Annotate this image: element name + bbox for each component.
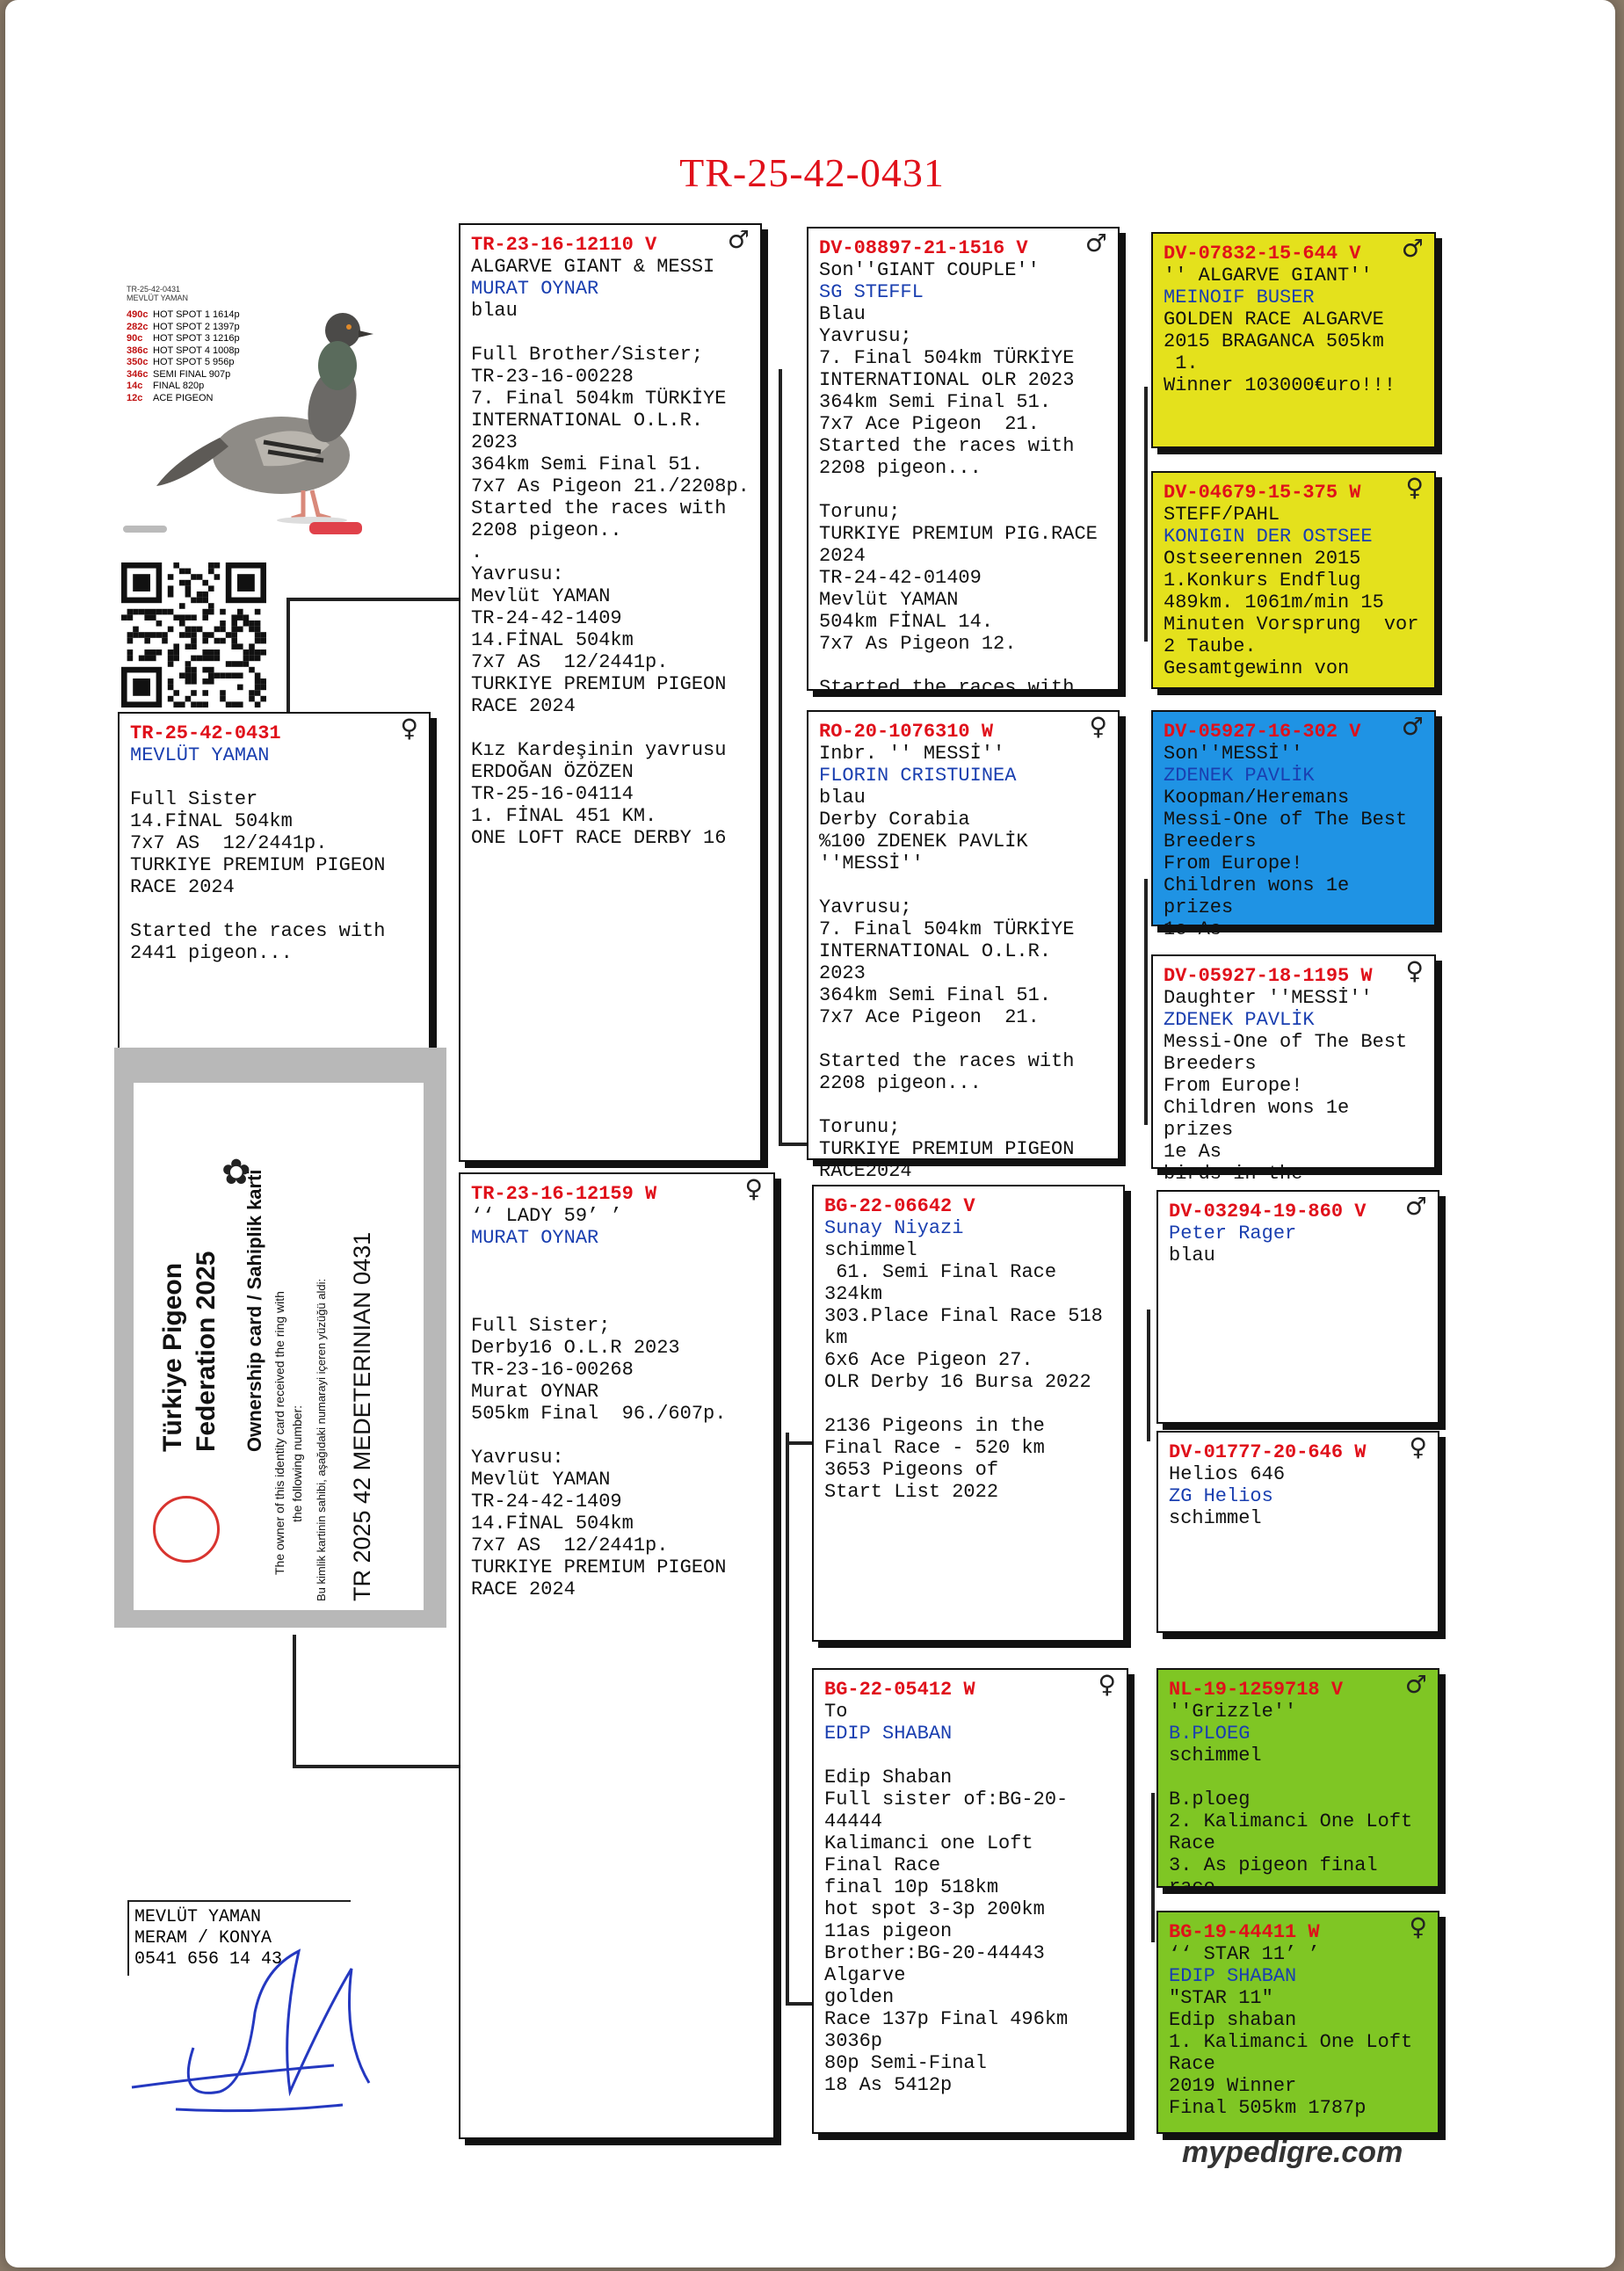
pedigree-text: ''MESSİ'' <box>819 853 924 874</box>
pedigree-text: 2208 pigeon... <box>819 1072 982 1094</box>
breeder-name: EDIP SHABAN <box>1169 1965 1297 1987</box>
connector <box>293 1765 464 1768</box>
ring-number: DV-03294-19-860 V <box>1169 1201 1367 1223</box>
connector <box>1147 1310 1150 1441</box>
breeder-name: ZDENEK PAVLİK <box>1164 1009 1315 1031</box>
breeder-name: FLORIN CRISTUINEA <box>819 765 1017 787</box>
pedigree-text: Mevlüt YAMAN <box>819 589 959 611</box>
ring-number: RO-20-1076310 W <box>819 721 994 743</box>
pedigree-text: Messi-One of The Best <box>1164 809 1408 831</box>
connector <box>779 369 782 1143</box>
pedigree-text: 2 Taube. <box>1164 635 1257 657</box>
pedigree-text: 1. FİNAL 451 KM. <box>471 805 657 827</box>
pedigree-box-ddd <box>1156 1911 1439 2134</box>
pedigree-text: 489km. 1061m/min 15 <box>1164 591 1384 613</box>
pedigree-text: 1e As <box>1164 918 1222 940</box>
pigeon-name: To <box>824 1701 848 1723</box>
photo-header-ring: TR-25-42-0431 <box>127 285 181 294</box>
connector <box>1151 1793 1155 1942</box>
pedigree-box-dds <box>1156 1668 1439 1898</box>
race-stat-place: 14c <box>127 381 143 391</box>
pedigree-text: Started the races with <box>819 435 1075 457</box>
pedigree-text: 11as pigeon <box>824 1920 953 1942</box>
pigeon-emblem-icon: ✿ <box>221 1152 251 1193</box>
pedigree-text: 2208 pigeon... <box>819 457 982 479</box>
pedigree-text: RACE 2024 <box>471 1578 576 1600</box>
pedigree-text: Derby16 O.L.R 2023 <box>471 1337 680 1359</box>
female-icon: ♀ <box>1405 956 1424 985</box>
pedigree-text: 7x7 As Pigeon 12. <box>819 633 1017 655</box>
pigeon-name: Inbr. '' MESSİ'' <box>819 743 1005 765</box>
pedigree-text: INTERNATIONAL O.L.R. 2023 <box>819 940 1063 984</box>
female-icon: ♀ <box>1409 1912 1427 1941</box>
pedigree-text: TURKIYE PREMIUM PIGEON <box>471 673 727 695</box>
pedigree-text: TURKIYE PREMIUM PIGEON <box>130 854 386 876</box>
pedigree-text: %100 ZDENEK PAVLİK <box>819 831 1028 853</box>
spacer <box>1169 1767 1427 1789</box>
pedigree-text: OLR Derby 16 Bursa 2022 <box>824 1371 1091 1393</box>
race-stat-label: HOT SPOT 3 1216p <box>153 333 240 344</box>
connector <box>1144 879 1148 1125</box>
pedigree-text: Edip Shaban <box>824 1767 953 1789</box>
ring-number: BG-19-44411 W <box>1169 1921 1320 1943</box>
pigeon-name: Helios 646 <box>1169 1463 1286 1485</box>
pedigree-text: TR-25-16-04114 <box>471 783 634 805</box>
pedigree-text: Ostseerennen 2015 <box>1164 548 1361 570</box>
breeder-name: ZG Helios <box>1169 1485 1273 1507</box>
spacer <box>130 766 418 788</box>
pedigree-text: Kalimanci one Loft <box>824 1832 1033 1854</box>
race-stat-label: ACE PIGEON <box>153 392 214 403</box>
pedigree-text: Edip shaban <box>1169 2009 1297 2031</box>
pedigree-text: ONE LOFT RACE DERBY 16 <box>471 827 727 849</box>
ownership-card-text-en-2: the following number: <box>290 1404 304 1522</box>
race-stat-place: 12c <box>127 392 143 403</box>
ring-number: DV-05927-16-302 V <box>1164 721 1361 743</box>
pedigree-box-sss <box>1151 232 1436 448</box>
pedigree-text: 7. Final 504km TÜRKİYE <box>471 388 727 410</box>
connector <box>786 2002 814 2006</box>
pigeon-name: STEFF/PAHL <box>1164 504 1280 526</box>
pedigree-box-sdd <box>1151 954 1436 1185</box>
pigeon-name: ‘‘ LADY 59’ ’ <box>471 1205 622 1227</box>
ring-number: BG-22-06642 V <box>824 1195 975 1217</box>
ring-number: DV-08897-21-1516 V <box>819 237 1028 259</box>
pedigree-text: Yavrusu; <box>819 325 912 347</box>
pedigree-text: 2019 Winner <box>1169 2075 1297 2097</box>
pedigree-text: 14.FİNAL 504km <box>471 1513 634 1535</box>
pedigree-text: TR-23-16-00268 <box>471 1359 634 1381</box>
race-stat-place: 282c <box>127 321 149 332</box>
pedigree-text: 1e As <box>1164 1141 1222 1163</box>
pedigree-box-dss <box>1156 1190 1439 1424</box>
pigeon-photo <box>123 279 387 543</box>
pedigree-text: Derby Corabia <box>819 809 970 831</box>
breeder-name: Sunay Niyazi <box>824 1217 964 1239</box>
race-stat-label: FINAL 820p <box>153 381 205 391</box>
pedigree-text: Full sister of:BG-20-44444 <box>824 1789 1069 1832</box>
breeder-name: B.PLOEG <box>1169 1723 1251 1745</box>
pedigree-box-ds <box>812 1185 1125 1642</box>
pedigree-text: final 10p 518km <box>824 1876 999 1898</box>
pedigree-text: TURKIYE PREMIUM PIGEON <box>471 1556 727 1578</box>
page-title: TR-25-42-0431 <box>679 150 945 195</box>
pedigree-text: "STAR 11" <box>1169 1987 1273 2009</box>
pedigree-text: ERDOĞAN ÖZÖZEN <box>471 761 634 783</box>
female-icon: ♀ <box>1405 473 1424 502</box>
ring-number: DV-07832-15-644 V <box>1164 243 1361 265</box>
pedigree-text: . <box>471 541 483 563</box>
pedigree-text: Koopman/Heremans <box>1164 787 1350 809</box>
pedigree-text: Race 137p Final 496km <box>824 2008 1069 2030</box>
pedigree-box-ssd <box>1151 471 1436 689</box>
spacer <box>471 1425 763 1447</box>
pedigree-text: Children wons 1e prizes <box>1164 874 1361 918</box>
qr-code <box>121 562 266 707</box>
connector <box>1144 387 1148 642</box>
pedigree-text: Full Brother/Sister; <box>471 344 704 366</box>
pedigree-text: Started the races with <box>471 497 727 519</box>
ownership-card-text-tr: Bu kimlik kartinin sahibi, aşağıdaki numarayi içeren yüzüğü aldi: <box>315 1278 328 1601</box>
pedigree-text: schimmel <box>824 1239 917 1261</box>
spacer <box>471 1249 763 1271</box>
breeder-phone: 0541 656 14 43 <box>134 1949 283 1970</box>
pedigree-text: Kız Kardeşinin yavrusu <box>471 739 727 761</box>
pedigree-text: 7x7 Ace Pigeon 21. <box>819 413 1040 435</box>
pedigree-text: 505km Final 96./607p. <box>471 1403 727 1425</box>
pedigree-text: TR-24-42-1409 <box>471 607 622 629</box>
male-icon: ♂ <box>1401 712 1424 741</box>
pedigree-text: blau <box>819 787 866 809</box>
pigeon-name: ''Grizzle'' <box>1169 1701 1297 1723</box>
pedigree-text: 3. As pigeon final race <box>1169 1854 1389 1898</box>
pedigree-text: Mevlüt YAMAN <box>471 585 611 607</box>
ownership-card-text-en-1: The owner of this identity card received the ring with <box>272 1291 286 1575</box>
female-icon: ♀ <box>744 1174 763 1203</box>
connector <box>786 1433 789 2004</box>
pedigree-text: Blau <box>819 303 866 325</box>
pigeon-photo-card <box>123 279 387 543</box>
connector <box>286 598 462 601</box>
pedigree-text: 61. Semi Final Race 324km <box>824 1261 1069 1305</box>
pedigree-text: 7x7 AS 12/2441p. <box>471 651 669 673</box>
ownership-card-heading: Ownership card / Sahiplik karti <box>243 1169 265 1452</box>
pedigree-text: TR-24-42-01409 <box>819 567 982 589</box>
ring-number: DV-01777-20-646 W <box>1169 1441 1367 1463</box>
pedigree-text: Breeders <box>1164 831 1257 853</box>
pedigree-text: Brother:BG-20-44443 <box>824 1942 1045 1964</box>
pedigree-text: TR-24-42-1409 <box>471 1491 622 1513</box>
pigeon-name: '' ALGARVE GIANT'' <box>1164 265 1373 287</box>
breeder-name: MEVLÜT YAMAN <box>134 1907 262 1927</box>
male-icon: ♂ <box>1404 1670 1427 1699</box>
female-icon: ♀ <box>400 714 418 743</box>
pedigree-text: Yavrusu: <box>471 563 564 585</box>
pedigree-text: Final 505km 1787p <box>1169 2097 1367 2119</box>
pedigree-text: 303.Place Final Race 518 <box>824 1305 1103 1327</box>
pedigree-text: RACE 2024 <box>130 876 235 898</box>
pedigree-text: golden <box>824 1986 895 2008</box>
pedigree-text: 18 As 5412p <box>824 2074 953 2096</box>
pedigree-text: Final Race <box>824 1854 941 1876</box>
spacer <box>819 874 1107 896</box>
pedigree-text: 504km FİNAL 14. <box>819 611 994 633</box>
spacer <box>824 1745 1116 1767</box>
federation-title-2: Federation 2025 <box>192 1251 221 1452</box>
pedigree-box-sd <box>807 710 1120 1182</box>
pedigree-text: Gesamtgewinn von <box>1164 657 1350 679</box>
breeder-name: MEINOIF BUSER <box>1164 287 1315 308</box>
pedigree-text: 7. Final 504km TÜRKİYE <box>819 918 1075 940</box>
pedigree-text: Winner 103000€uro!!! <box>1164 374 1396 396</box>
pedigree-text: 14.FİNAL 504km <box>471 629 634 651</box>
female-icon: ♀ <box>1409 1433 1427 1462</box>
federation-title-1: Türkiye Pigeon <box>158 1262 187 1452</box>
ring-number: BG-22-05412 W <box>824 1679 975 1701</box>
pedigree-text: Race <box>1169 1832 1215 1854</box>
photo-header-name: MEVLÜT YAMAN <box>127 294 189 302</box>
pedigree-text: From Europe! <box>1164 853 1303 874</box>
pedigree-text: GOLDEN RACE ALGARVE <box>1164 308 1384 330</box>
pedigree-text: Torunu; <box>819 1116 901 1138</box>
ring-number: TR-25-42-0431 <box>130 722 281 744</box>
pedigree-text: 1. <box>1164 352 1199 374</box>
pedigree-box-dsd <box>1156 1431 1439 1633</box>
pigeon-name: ALGARVE GIANT & MESSI <box>471 256 715 278</box>
breeder-name: MURAT OYNAR <box>471 278 599 300</box>
pedigree-text: 3653 Pigeons of <box>824 1459 999 1481</box>
pedigree-text: 2441 pigeon... <box>130 942 293 964</box>
pedigree-text: 7x7 AS 12/2441p. <box>471 1535 669 1556</box>
signature <box>123 1934 439 2136</box>
pedigree-text: Messi-One of The Best <box>1164 1031 1408 1053</box>
pedigree-text: 2208 pigeon.. <box>471 519 622 541</box>
male-icon: ♂ <box>727 225 750 254</box>
male-icon: ♂ <box>1084 229 1107 258</box>
pedigree-text: TURKIYE PREMIUM PIG.RACE 2024 <box>819 523 1110 567</box>
breeder-name: Peter Rager <box>1169 1223 1297 1244</box>
spacer <box>471 1293 763 1315</box>
pedigree-text: Minuten Vorsprung vor <box>1164 613 1419 635</box>
ring-number: DV-04679-15-375 W <box>1164 482 1361 504</box>
pedigree-box-dam <box>459 1172 775 2139</box>
breeder-name: ZDENEK PAVLİK <box>1164 765 1315 787</box>
breeder-city: MERAM / KONYA <box>134 1928 272 1948</box>
spacer <box>130 898 418 920</box>
pedigree-text: 3036p <box>824 2030 883 2052</box>
pedigree-text: 364km Semi Final 51. <box>471 453 704 475</box>
pedigree-text: TR-23-16-00228 <box>471 366 634 388</box>
spacer <box>819 1028 1107 1050</box>
male-icon: ♂ <box>1404 1192 1427 1221</box>
pedigree-text: 2136 Pigeons in the <box>824 1415 1045 1437</box>
pedigree-box-subject <box>118 712 431 1055</box>
pedigree-text: Children wons 1e prizes <box>1164 1097 1361 1141</box>
pedigree-text: 14.FİNAL 504km <box>130 810 293 832</box>
pedigree-text: Yavrusu: <box>471 1447 564 1469</box>
pigeon-name: Son''GIANT COUPLE'' <box>819 259 1040 281</box>
race-stat-label: SEMI FINAL 907p <box>153 368 231 380</box>
pigeon-name: Son''MESSİ'' <box>1164 743 1303 765</box>
ownership-card <box>114 1048 446 1628</box>
spacer <box>819 1094 1107 1116</box>
pedigree-text: 1. Kalimanci One Loft <box>1169 2031 1413 2053</box>
breeder-name: MEVLÜT YAMAN <box>130 744 270 766</box>
breeder-name: SG STEFFL <box>819 281 924 303</box>
brand-logo: mypedigre.com <box>1182 2136 1403 2169</box>
female-icon: ♀ <box>1089 712 1107 741</box>
pedigree-text: Started the races with <box>130 920 386 942</box>
ring-number: NL-19-1259718 V <box>1169 1679 1344 1701</box>
pedigree-text: 6x6 Ace Pigeon 27. <box>824 1349 1033 1371</box>
female-icon: ♀ <box>1098 1670 1116 1699</box>
breeder-name: EDIP SHABAN <box>824 1723 953 1745</box>
pedigree-box-ss <box>807 227 1120 699</box>
pedigree-text: Yavrusu; <box>819 896 912 918</box>
pedigree-text: Full Sister <box>130 788 258 810</box>
ring-number: TR-23-16-12159 W <box>471 1183 657 1205</box>
partner-logo-right <box>309 522 362 534</box>
pedigree-text: 2. Kalimanci One Loft <box>1169 1810 1413 1832</box>
pedigree-text: schimmel <box>1169 1745 1262 1767</box>
spacer <box>819 479 1107 501</box>
spacer <box>471 1271 763 1293</box>
connector <box>786 1441 814 1445</box>
pedigree-text: km <box>824 1327 848 1349</box>
pedigree-text: RACE2024 <box>819 1160 912 1182</box>
race-stat-place: 350c <box>127 357 149 367</box>
spacer <box>824 1393 1113 1415</box>
federation-logo <box>153 1496 220 1563</box>
spacer <box>471 717 750 739</box>
pedigree-text: 2015 BRAGANCA 505km <box>1164 330 1384 352</box>
breeder-name: KONIGIN DER OSTSEE <box>1164 526 1373 548</box>
pedigree-text: Torunu; <box>819 501 901 523</box>
spacer <box>819 655 1107 677</box>
breeder-name: MURAT OYNAR <box>471 1227 599 1249</box>
pedigree-text: Breeders <box>1164 1053 1257 1075</box>
ownership-card-inner <box>134 1083 424 1610</box>
pedigree-text: Race <box>1169 2053 1215 2075</box>
pedigree-box-dd <box>812 1668 1128 2134</box>
pedigree-text: birds in the <box>1164 1163 1303 1185</box>
partner-logo-left <box>123 526 167 533</box>
pedigree-text: 7x7 Ace Pigeon 21. <box>819 1006 1040 1028</box>
pedigree-text: 1.Konkurs Endflug <box>1164 570 1361 591</box>
pedigree-text: Full Sister; <box>471 1315 611 1337</box>
race-stat-place: 90c <box>127 333 143 344</box>
pedigree-text: RACE 2024 <box>471 695 576 717</box>
pigeon-name: Daughter ''MESSİ'' <box>1164 987 1373 1009</box>
pedigree-text: From Europe! <box>1164 1075 1303 1097</box>
male-icon: ♂ <box>1401 234 1424 263</box>
pedigree-text: 7. Final 504km TÜRKİYE <box>819 347 1075 369</box>
race-stat-label: HOT SPOT 5 956p <box>153 357 235 367</box>
spacer <box>471 322 750 344</box>
pedigree-text: 80p Semi-Final <box>824 2052 987 2074</box>
pedigree-box-sire <box>459 223 762 1162</box>
pedigree-text: INTERNATIONAL OLR 2023 <box>819 369 1075 391</box>
pedigree-text: Started the races with <box>819 1050 1075 1072</box>
pedigree-text: B.ploeg <box>1169 1789 1251 1810</box>
pedigree-text: Murat OYNAR <box>471 1381 599 1403</box>
pedigree-text: Final Race - 520 km <box>824 1437 1045 1459</box>
race-stat-place: 346c <box>127 368 149 380</box>
pedigree-text: 7x7 As Pigeon 21./2208p. <box>471 475 750 497</box>
connector <box>293 1635 296 1767</box>
pedigree-text: hot spot 3-3p 200km <box>824 1898 1045 1920</box>
pedigree-text: schimmel <box>1169 1507 1262 1529</box>
pigeon-name: ‘‘ STAR 11’ ’ <box>1169 1943 1320 1965</box>
race-stat-label: HOT SPOT 2 1397p <box>153 321 240 332</box>
pedigree-box-sds <box>1151 710 1436 940</box>
race-stat-label: HOT SPOT 4 1008p <box>153 345 240 356</box>
pedigree-text: blau <box>471 300 518 322</box>
pedigree-text: 364km Semi Final 51. <box>819 984 1052 1006</box>
race-stat-label: HOT SPOT 1 1614p <box>153 309 240 320</box>
ownership-ring-number: TR 2025 42 MEDETERINIAN 0431 <box>349 1231 375 1601</box>
pedigree-text: blau <box>1169 1244 1215 1266</box>
pedigree-text: Algarve <box>824 1964 906 1986</box>
connector <box>286 598 290 721</box>
pedigree-text: Started the races with <box>819 677 1075 699</box>
ring-number: TR-23-16-12110 V <box>471 234 657 256</box>
ring-number: DV-05927-18-1195 W <box>1164 965 1373 987</box>
pedigree-text: TURKIYE PREMIUM PIGEON <box>819 1138 1075 1160</box>
pedigree-text: INTERNATIONAL O.L.R. 2023 <box>471 410 715 453</box>
race-stat-place: 490c <box>127 309 149 320</box>
pedigree-text: Start List 2022 <box>824 1481 999 1503</box>
race-stat-place: 386c <box>127 345 149 356</box>
pedigree-text: Mevlüt YAMAN <box>471 1469 611 1491</box>
pedigree-text: 364km Semi Final 51. <box>819 391 1052 413</box>
pedigree-text: 7x7 AS 12/2441p. <box>130 832 328 854</box>
